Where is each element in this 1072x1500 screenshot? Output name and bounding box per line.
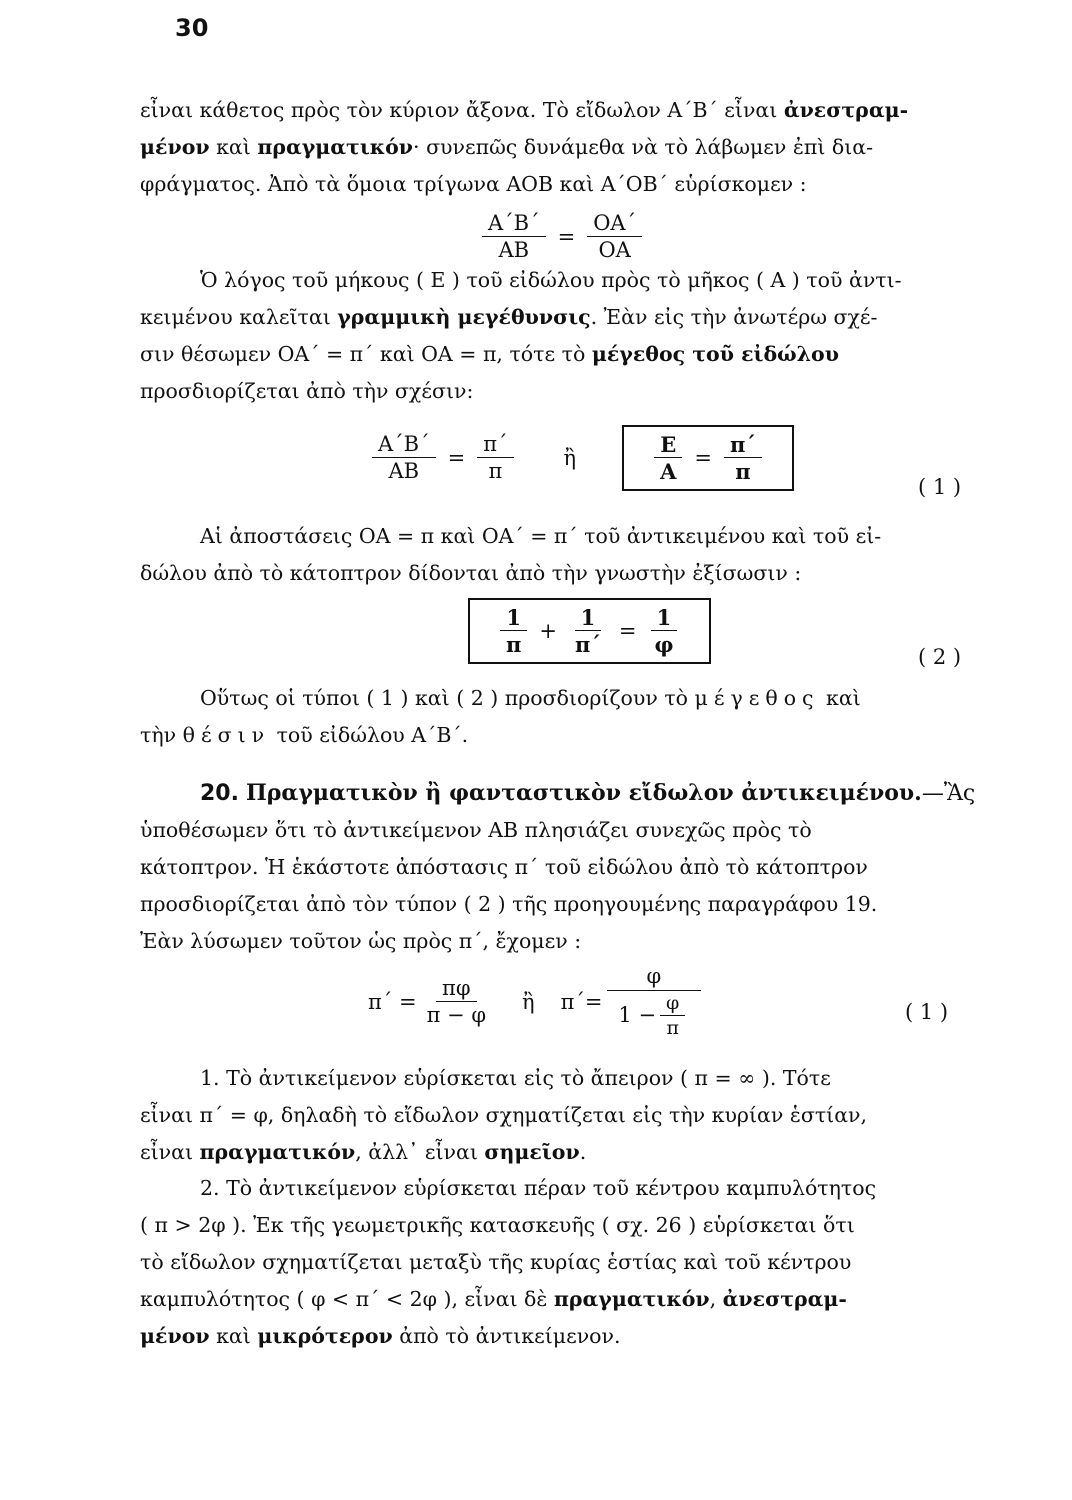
text-line: Ὁ λόγος τοῦ μήκους ( Ε ) τοῦ εἰδώλου πρὸς τὸ μῆκος ( Α ) τοῦ ἀντι- (200, 268, 902, 292)
text-line: τὸ εἴδωλον σχηματίζεται μεταξὺ τῆς κυρίας ἑστίας καὶ τοῦ κέντρου (140, 1250, 852, 1274)
text-line: εἶναι πραγματικόν, ἀλλ᾽ εἶναι σημεῖον. (140, 1140, 587, 1164)
text-line: δώλου ἀπὸ τὸ κάτοπτρον δίδονται ἀπὸ τὴν γνωστὴν ἐξίσωσιν : (140, 561, 802, 585)
paragraph-2 (140, 262, 980, 410)
text-line: Αἱ ἀποστάσεις ΟΑ = π καὶ ΟΑ΄ = π΄ τοῦ ἀντικειμένου καὶ τοῦ εἰ- (200, 524, 882, 548)
text-line: ( π > 2φ ). Ἐκ τῆς γεωμετρικῆς κατασκευῆς ( σχ. 26 ) εὑρίσκεται ὅτι (140, 1213, 855, 1237)
page-number: 30 (175, 14, 209, 42)
text-line: κειμένου καλεῖται γραμμικὴ μεγέθυνσις. Ἐὰν εἰς τὴν ἀνωτέρω σχέ- (140, 305, 878, 329)
text-line: μένον καὶ πραγματικόν· συνεπῶς δυνάμεθα νὰ τὸ λάβωμεν ἐπὶ δια- (140, 135, 874, 159)
text-line: ὑποθέσωμεν ὅτι τὸ ἀντικείμενον ΑΒ πλησιάζει συνεχῶς πρὸς τὸ (140, 818, 812, 842)
equation-label: ( 2 ) (918, 645, 962, 669)
list-item-1 (140, 1060, 980, 1171)
text-line: σιν θέσωμεν ΟΑ΄ = π΄ καὶ ΟΑ = π, τότε τὸ μέγεθος τοῦ εἰδώλου (140, 342, 839, 366)
paragraph-5 (140, 812, 980, 960)
text-line: κάτοπτρον. Ἡ ἑκάστοτε ἀπόστασις π΄ τοῦ εἰδώλου ἀπὸ τὸ κάτοπτρον (140, 855, 868, 879)
equation-label: ( 1 ) (918, 475, 962, 499)
boxed-formula: $\frac{E}{A}$ = $\frac{\pi΄}{\pi}$ (622, 425, 794, 491)
text-line: Οὕτως οἱ τύποι ( 1 ) καὶ ( 2 ) προσδιορίζουν τὸ μέγεθος καὶ (200, 686, 861, 710)
text-line: 2. Τὸ ἀντικείμενον εὑρίσκεται πέραν τοῦ κέντρου καμπυλότητος (200, 1176, 877, 1200)
text-line: Ἐὰν λύσωμεν τοῦτον ὡς πρὸς π΄, ἔχομεν : (140, 929, 582, 953)
equation-solved: π΄ = $\frac{\pi\varphi}{\pi - \varphi}$ ἢ π΄= φ 1 − $\frac{\varphi}{\pi}$ (368, 965, 705, 1039)
paragraph-3 (140, 518, 980, 592)
text-line: 1. Τὸ ἀντικείμενον εὑρίσκεται εἰς τὸ ἄπειρον ( π = ∞ ). Τότε (200, 1066, 831, 1090)
text-line: τὴν θέσιν τοῦ εἰδώλου Α΄Β΄. (140, 723, 469, 747)
section-heading: 20. Πραγματικὸν ἢ φανταστικὸν εἴδωλον ἀντικειμένου.—Ἂς (200, 780, 976, 806)
text-line: φράγματος. Ἀπὸ τὰ ὅμοια τρίγωνα ΑΟΒ καὶ Α΄ΟΒ΄ εὑρίσκομεν : (140, 172, 807, 196)
text-line: μένον καὶ μικρότερον ἀπὸ τὸ ἀντικείμενον. (140, 1324, 621, 1348)
equation-1: $\frac{A΄B΄}{AB}$ = $\frac{\pi΄}{\pi}$ ἢ $\frac{E}{A}$ = $\frac{\pi΄}{\pi}$ (368, 425, 794, 491)
boxed-formula: $\frac{1}{\pi}$ + $\frac{1}{\pi΄}$ = $\frac{1}{\varphi}$ (468, 598, 711, 664)
text-line: εἶναι π΄ = φ, δηλαδὴ τὸ εἴδωλον σχηματίζεται εἰς τὴν κυρίαν ἑστίαν, (140, 1103, 868, 1127)
paragraph-1 (140, 92, 980, 203)
equation-2 (468, 598, 711, 664)
paragraph-4 (140, 680, 980, 754)
text-line: καμπυλότητος ( φ < π΄ < 2φ ), εἶναι δὲ πραγματικόν, ἀνεστραμ- (140, 1287, 847, 1311)
list-item-2 (140, 1170, 980, 1355)
text-line: προσδιορίζεται ἀπὸ τὸν τύπον ( 2 ) τῆς προηγουμένης παραγράφου 19. (140, 892, 878, 916)
text-line: προσδιορίζεται ἀπὸ τὴν σχέσιν: (140, 379, 474, 403)
equation-label: ( 1 ) (905, 1000, 949, 1024)
text-line: εἶναι κάθετος πρὸς τὸν κύριον ἄξονα. Τὸ εἴδωλον Α΄Β΄ εἶναι ἀνεστραμ- (140, 98, 909, 122)
ratio-equation: $\frac{A΄B΄}{AB}$ = $\frac{OA΄}{OA}$ (478, 212, 646, 262)
